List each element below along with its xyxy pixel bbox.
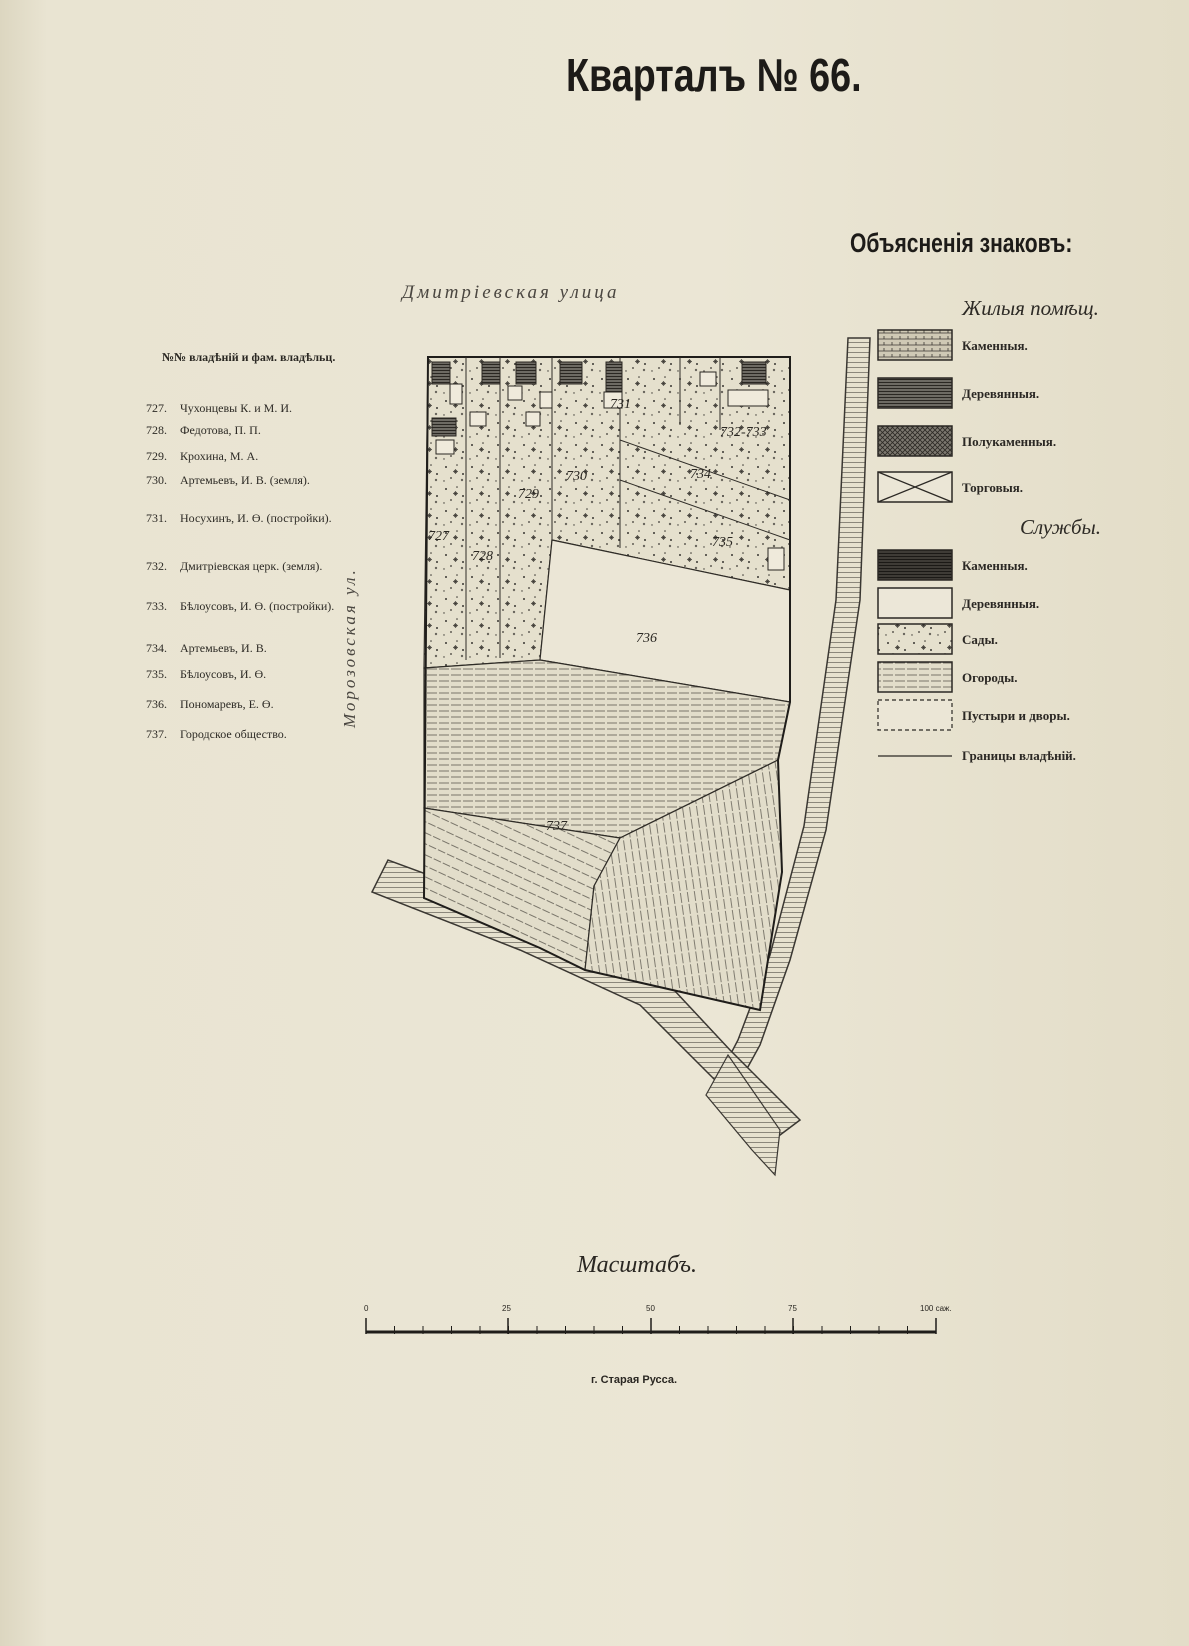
owner-number: 727. [146,401,167,415]
owner-number: 730. [146,473,167,487]
owner-name: Крохина, М. А. [180,449,259,463]
scale-tick-label: 25 [502,1304,511,1313]
scale-tick-label: 0 [364,1304,369,1313]
lot-label-727: 727 [428,529,449,544]
legend-item-label: Сады. [962,632,998,647]
legend-item-label: Деревянныя. [962,596,1040,611]
legend-item-label: Торговыя. [962,480,1024,495]
legend-title: Объясненія знаковъ: [850,228,1073,258]
owners-header: №№ владѣній и фам. владѣльц. [162,350,336,364]
owner-name: Носухинъ, И. Ө. (постройки). [180,511,332,525]
scale-tick-label: 75 [788,1304,797,1313]
lot-label-732-733: 732-733 [720,425,767,440]
owner-number: 732. [146,559,167,573]
legend-item-label: Границы владѣній. [962,748,1076,763]
owner-name: Артемьевъ, И. В. (земля). [180,473,310,487]
owner-number: 737. [146,727,167,741]
scale-title: Масштабъ. [577,1252,697,1278]
legend-item-label: Каменныя. [962,338,1028,353]
quarter-block [424,357,790,1010]
legend-group-living: Жилыя помѣщ. [962,296,1099,320]
legend-item-label: Полукаменныя. [962,434,1057,449]
lot-label-735: 735 [712,535,733,550]
legend-item-label: Деревянныя. [962,386,1040,401]
owner-name: Чухонцевы К. и М. И. [180,401,293,415]
owner-name: Бѣлоусовъ, И. Ө. [180,667,267,681]
lot-label-736: 736 [636,631,657,646]
owner-number: 736. [146,697,167,711]
owner-name: Пономаревъ, Е. Ө. [180,697,274,711]
legend-item-label: Огороды. [962,670,1018,685]
legend-item-label: Каменныя. [962,558,1028,573]
owner-number: 728. [146,423,167,437]
legend-swatches [878,330,952,756]
lot-label-737: 737 [546,819,567,834]
legend-item-label: Пустыри и дворы. [962,708,1070,723]
owner-name: Федотова, П. П. [180,423,261,437]
city-label: г. Старая Русса. [591,1374,678,1386]
owner-number: 735. [146,667,167,681]
owner-name: Артемьевъ, И. В. [180,641,267,655]
owner-number: 734. [146,641,167,655]
lot-label-734: 734 [690,467,711,482]
page-title: Кварталъ № 66. [566,49,862,101]
owner-number: 729. [146,449,167,463]
scale-tick-label: 100 саж. [920,1304,952,1313]
legend-group-services: Службы. [1020,515,1101,539]
scale-tick-label: 50 [646,1304,655,1313]
owner-name: Бѣлоусовъ, И. Ө. (постройки). [180,599,335,613]
lot-label-730: 730 [566,469,587,484]
street-label-top: Дмитріевская улица [402,282,620,303]
lot-label-728: 728 [472,549,493,564]
owner-name: Городское общество. [180,727,287,741]
owner-number: 733. [146,599,167,613]
street-label-left: Морозовская ул. [340,567,359,728]
lot-label-729: 729 [518,487,539,502]
owner-number: 731. [146,511,167,525]
owner-name: Дмитріевская церк. (земля). [180,559,323,573]
lot-label-731: 731 [610,397,631,412]
scale-bar [366,1318,936,1334]
